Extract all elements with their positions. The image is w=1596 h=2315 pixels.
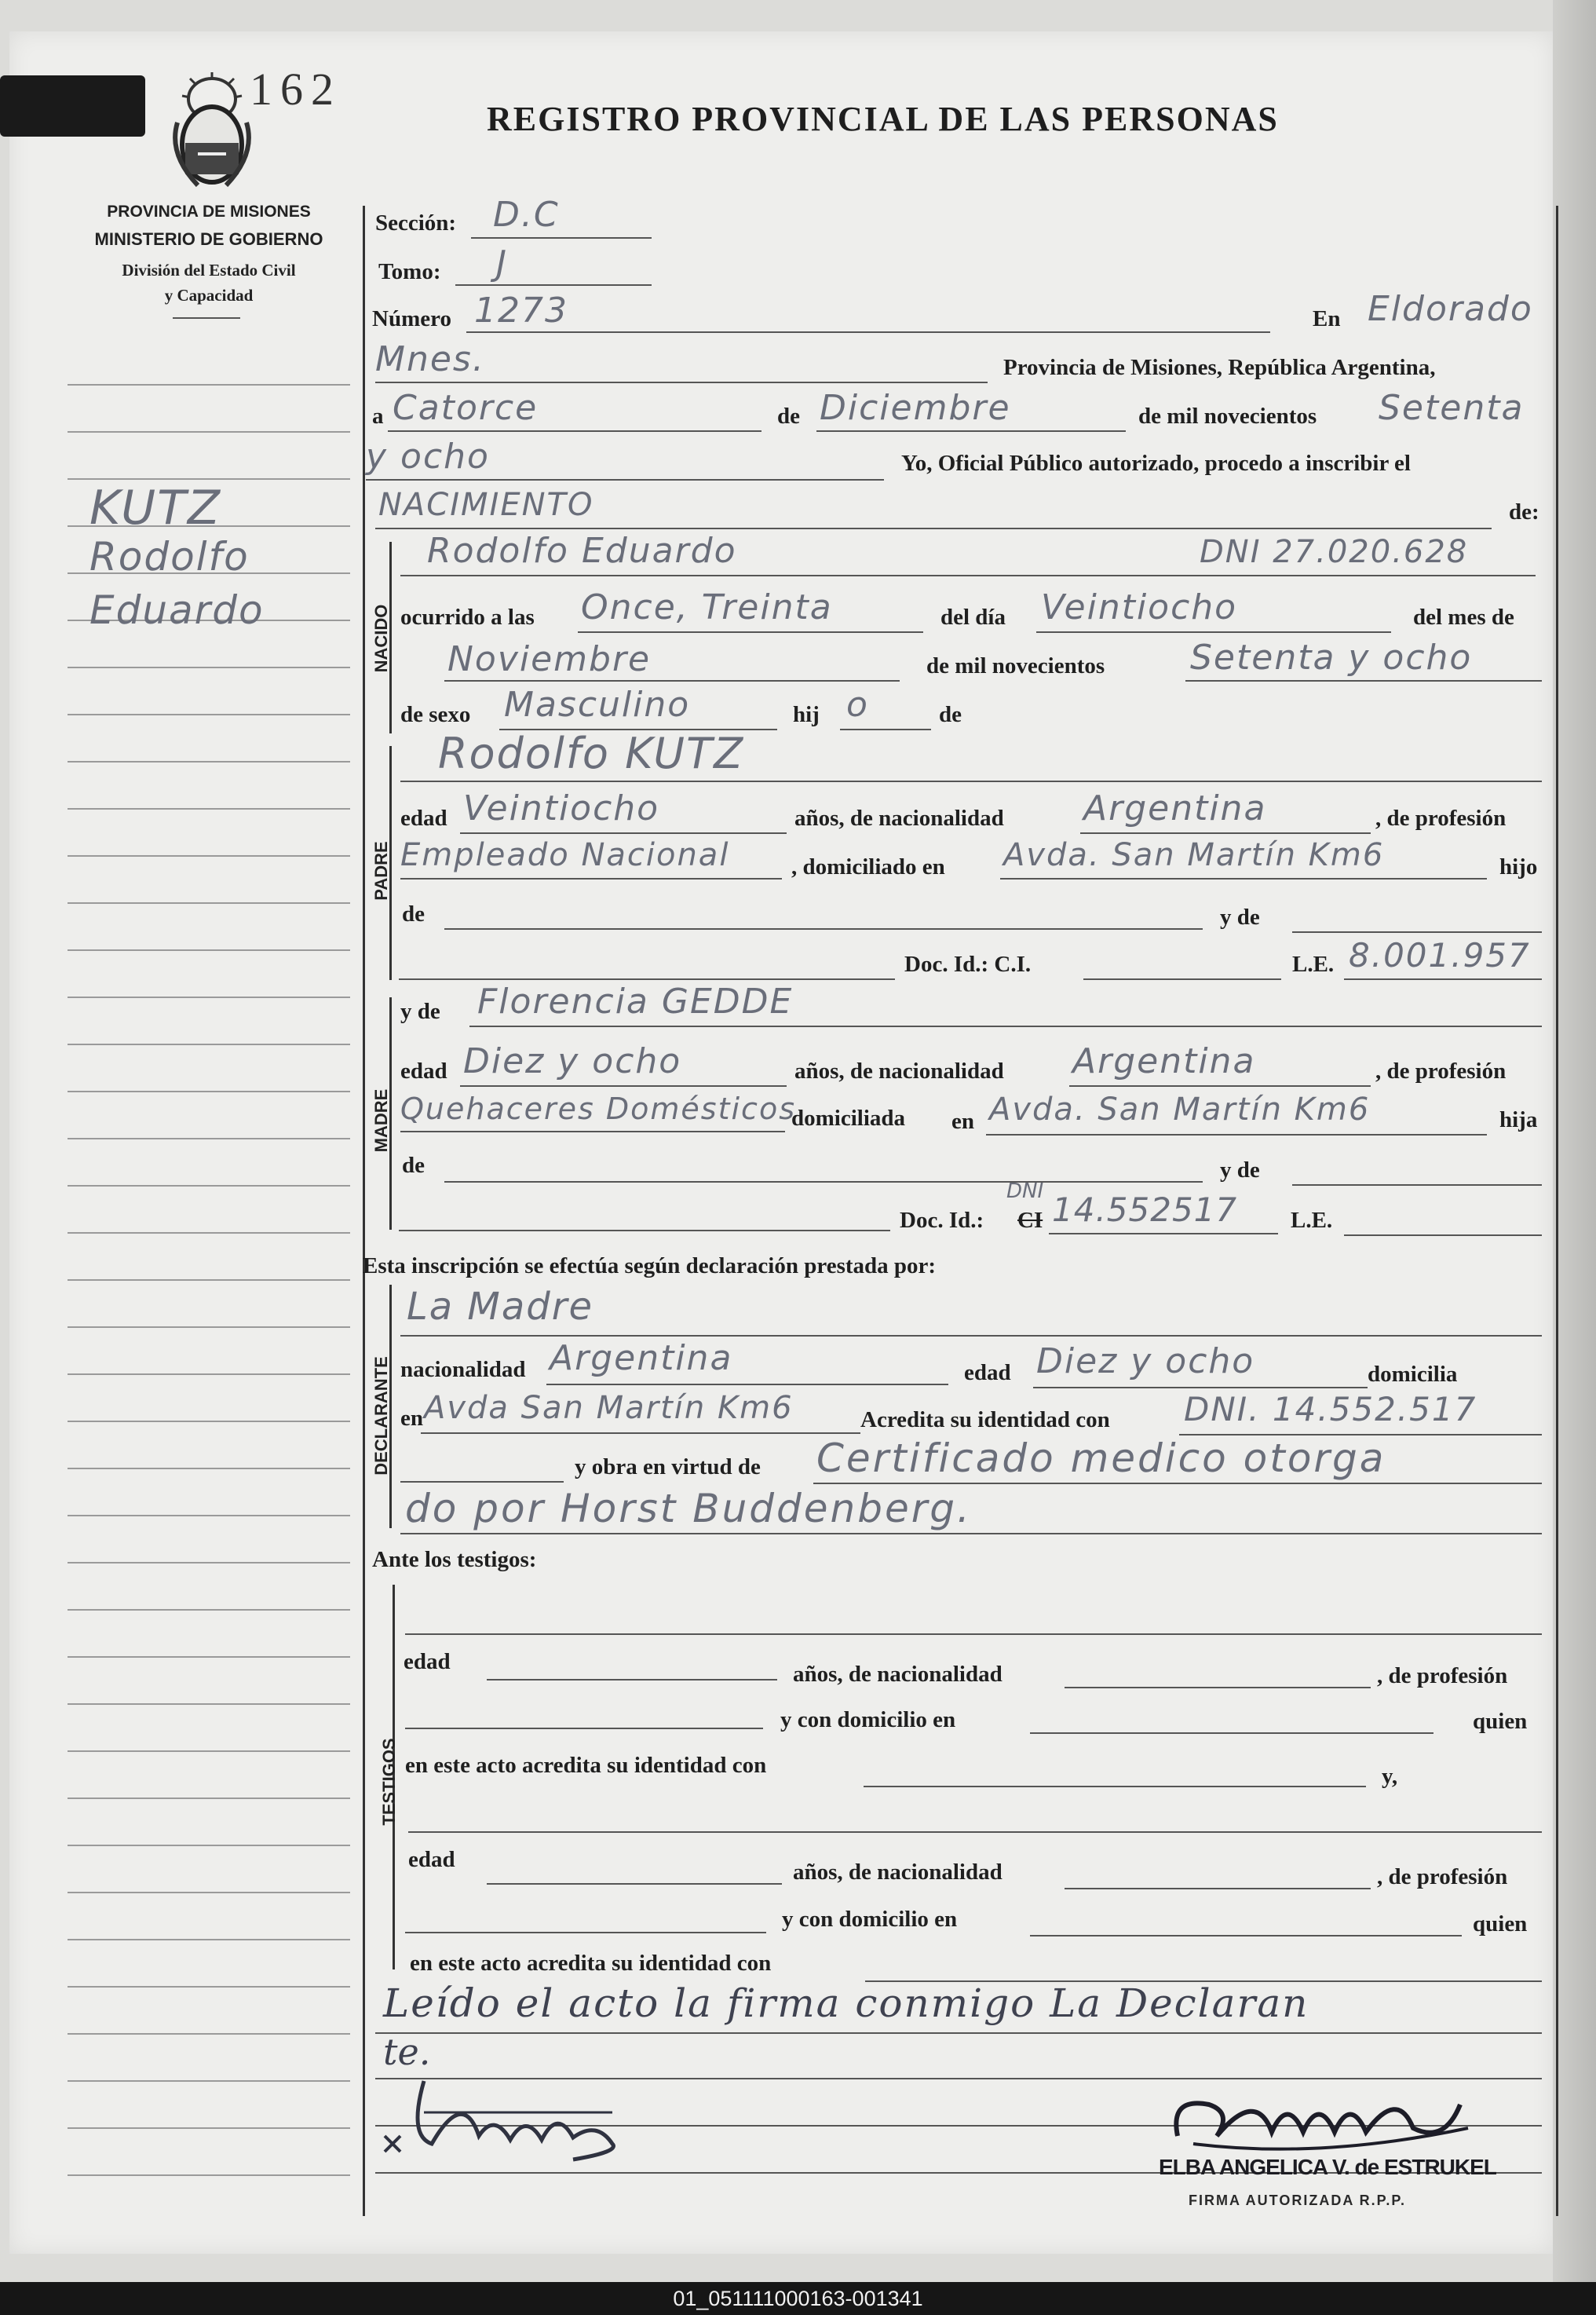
mes-value: Noviembre [447,639,652,679]
nacido-doc: DNI 27.020.628 [1200,534,1469,570]
madre-hija-label: hija [1499,1107,1538,1132]
padre-prof-line [400,878,782,880]
issuer-capacity: y Capacidad [164,286,254,305]
testigo2-quien-label: quien [1473,1911,1528,1936]
declarante-label: DECLARANTE [371,1356,391,1476]
testigo1-quien-label: quien [1473,1709,1528,1734]
madre-doc-label: Doc. Id.: [900,1208,984,1233]
official-name-stamp: ELBA ANGELICA V. de ESTRUKEL [1159,2155,1496,2179]
tomo-line [455,284,652,286]
testigo2-name-line [408,1831,1542,1833]
left-frame-line [363,206,365,2216]
testigo2-prof-label: , de profesión [1377,1864,1508,1889]
official-caption: FIRMA AUTORIZADA R.P.P. [1189,2192,1407,2208]
month-value: Diciembre [820,388,1011,428]
testigo1-name-line [405,1633,1542,1635]
padre-blank-line [399,978,895,980]
acto-value: NACIMIENTO [378,487,594,523]
sexo-label: de sexo [400,702,471,727]
padre-ci-line [1083,978,1281,980]
madre-edad-value: Diez y ocho [463,1041,682,1081]
padre-edad-line [460,832,787,834]
madre-doc-line [1049,1233,1278,1234]
del-dia-label: del día [940,605,1006,630]
hijo-label: hij [793,702,820,727]
tomo-value: J [496,243,508,283]
margin-middlename: Eduardo [89,587,265,633]
padre-name-line [400,781,1542,782]
madre-le-label: L.E. [1291,1208,1333,1233]
closing-line1: Leído el acto la firma conmigo La Declaran [383,1980,1309,2026]
hijo-line [840,729,931,730]
padre-de-line [444,928,1203,930]
oficial-text: Yo, Oficial Público autorizado, procedo a inscribir el [901,451,1411,476]
hijo-value: o [846,685,869,725]
padre-de-label: de [402,901,425,927]
padre-le-value: 8.001.957 [1349,936,1531,975]
madre-yde2-label: y de [1220,1158,1260,1183]
declarante-dom-value: Avda San Martín Km6 [424,1390,794,1426]
provincia-text: Provincia de Misiones, República Argentina, [1003,355,1436,380]
madre-de-label: de [402,1153,425,1178]
declarante-virtud-cont: do por Horst Buddenberg. [405,1486,972,1531]
padre-label: PADRE [371,841,391,901]
year-cont-line [366,479,884,481]
mil-label: de mil novecientos [1138,404,1317,429]
ocurrido-label: ocurrido a las [400,605,535,630]
declarante-name-line [400,1335,1542,1337]
issuer-ministry: MINISTERIO DE GOBIERNO [94,229,323,249]
year-value: Setenta [1379,388,1525,428]
anio-value: Setenta y ocho [1190,638,1473,678]
issuer-province: PROVINCIA DE MISIONES [107,203,311,221]
book-edge [1553,0,1596,2282]
sexo-value: Masculino [504,685,691,725]
issuer-division: División del Estado Civil [122,261,296,280]
dia-line [1036,631,1391,633]
nacido-label: NACIDO [371,604,391,673]
madre-nac-value: Argentina [1072,1041,1256,1081]
madre-edad-line [460,1085,787,1087]
issuer-underline [173,317,240,319]
declarante-edad-label: edad [964,1360,1011,1385]
declarante-acredita-label: Acredita su identidad con [860,1407,1110,1432]
del-mes-label: del mes de [1413,605,1514,630]
hora-line [578,631,923,633]
testigos-label: TESTIGOS [379,1738,399,1826]
padre-yde-line [1292,931,1542,933]
declarante-nac-label: nacionalidad [400,1357,526,1382]
madre-ci-struck: CI [1017,1208,1043,1233]
coat-of-arms-icon [166,68,257,193]
tomo-label: Tomo: [378,259,441,284]
padre-dom-label: , domiciliado en [791,854,945,880]
declarante-virtud-value: Certificado medico otorga [816,1435,1386,1481]
madre-label: MADRE [371,1088,391,1153]
mes-line [444,680,900,682]
ink-stamp-mark [0,75,145,137]
padre-edad-value: Veintiocho [463,788,660,828]
hora-value: Once, Treinta [581,587,833,627]
testigo1-acredita-line [864,1786,1366,1787]
year-cont-value: y ocho [366,437,490,477]
dia-value: Veintiocho [1041,587,1238,627]
madre-prof-value: Quehaceres Domésticos [400,1092,796,1126]
anio-line [1185,680,1542,682]
madre-dom-line [986,1134,1487,1136]
padre-dom-value: Avda. San Martín Km6 [1003,837,1385,873]
testigo2-prof-line [405,1932,766,1933]
testigo1-y-label: y, [1382,1764,1398,1789]
seccion-line [471,237,652,239]
numero-line [466,331,1270,333]
testigo1-prof-line [405,1728,763,1729]
madre-dom-label: domiciliada [791,1106,906,1131]
madre-doc-value: 14.552517 [1052,1190,1238,1229]
declarante-nac-value: Argentina [550,1338,733,1378]
acto-line [375,528,1492,529]
day-line [388,430,761,432]
padre-prof-value: Empleado Nacional [400,837,730,873]
declarante-nac-line [546,1384,948,1385]
declarante-acredita-value: DNI. 14.552.517 [1184,1390,1477,1428]
madre-yde2-line [1292,1184,1542,1186]
padre-le-label: L.E. [1292,952,1335,977]
padre-prof-label: , de profesión [1375,806,1507,831]
testigo2-edad-label: edad [408,1847,455,1872]
nacido-name-line [400,575,1536,576]
padre-nac-line [1080,832,1371,834]
padre-nac-label: años, de nacionalidad [794,806,1004,831]
madre-prof-label: , de profesión [1375,1059,1507,1084]
testigo2-dom-label: y con domicilio en [782,1907,958,1932]
declarante-dom-line [421,1432,860,1434]
declarante-en-label: en [400,1406,423,1431]
declarante-virtud-cont-line [400,1533,1542,1534]
declarante-edad-value: Diez y ocho [1036,1341,1255,1381]
padre-doc-label: Doc. Id.: C.I. [904,952,1032,977]
day-value: Catorce [393,388,539,428]
padre-hijo-label: hijo [1499,854,1538,880]
testigo1-nac-label: años, de nacionalidad [793,1662,1003,1687]
scan-identifier: 01_051111000163-001341 [0,2282,1596,2315]
place-value: Mnes. [375,339,485,379]
padre-nac-value: Argentina [1083,788,1267,828]
madre-dom-value: Avda. San Martín Km6 [989,1092,1371,1128]
nacido-name: Rodolfo Eduardo [427,531,737,571]
testigo2-edad-line [487,1883,782,1885]
nacido-de-label: de [939,702,962,727]
margin-firstname: Rodolfo [89,534,250,580]
madre-dni-above: DNI [1006,1179,1044,1203]
madre-de-line [444,1181,1203,1183]
declarante-virtud-label: y obra en virtud de [575,1454,761,1479]
declaracion-intro: Esta inscripción se efectúa según declaración prestada por: [363,1253,937,1278]
testigo2-nac-line [1065,1888,1371,1889]
closing-line2: te. [383,2031,431,2073]
padre-dom-line [1000,878,1487,880]
testigo2-nac-label: años, de nacionalidad [793,1860,1003,1885]
official-signature-icon [1162,2073,1476,2160]
testigo1-dom-line [1030,1732,1433,1734]
testigo2-acredita-label: en este acto acredita su identidad con [410,1951,772,1976]
padre-edad-label: edad [400,806,447,831]
numero-value: 1273 [474,291,568,331]
testigo1-acredita-label: en este acto acredita su identidad con [405,1753,767,1778]
testigo1-edad-line [487,1679,777,1680]
place-line [375,382,988,383]
document-title: REGISTRO PROVINCIAL DE LAS PERSONAS [487,100,1279,138]
de-label: de [777,404,800,429]
a-label: a [372,404,384,429]
madre-nac-line [1069,1085,1371,1087]
testigo1-nac-line [1065,1687,1371,1688]
right-frame-line [1556,206,1558,2216]
madre-yde-label: y de [400,999,440,1024]
seccion-value: D.C [493,195,560,235]
madre-edad-label: edad [400,1059,447,1084]
en-value: Eldorado [1368,289,1533,329]
de-colon: de: [1509,499,1539,525]
madre-blank-line [399,1230,890,1231]
madre-le-line [1344,1234,1542,1236]
testigo1-prof-label: , de profesión [1377,1663,1508,1688]
seccion-label: Sección: [375,210,457,236]
numero-label: Número [372,306,451,331]
declarante-name: La Madre [407,1285,593,1329]
declarante-virtud-line [813,1483,1542,1484]
closing-line1-rule [375,2032,1542,2034]
padre-name: Rodolfo KUTZ [438,729,745,778]
testigo1-edad-label: edad [404,1649,451,1674]
declarante-edad-line [1033,1387,1368,1388]
padre-yde-label: y de [1220,905,1260,930]
margin-surname: KUTZ [89,481,221,536]
madre-name-line [469,1026,1542,1027]
month-line [816,430,1126,432]
declarante-dom-label: domicilia [1368,1362,1458,1387]
nacido-mil-label: de mil novecientos [926,653,1105,678]
testigo1-dom-label: y con domicilio en [780,1707,956,1732]
madre-nac-label: años, de nacionalidad [794,1059,1004,1084]
en-label: En [1313,306,1341,331]
madre-name: Florencia GEDDE [477,982,794,1022]
madre-en-label: en [951,1109,974,1134]
testigos-intro: Ante los testigos: [372,1547,537,1572]
declarante-blank-line [400,1481,564,1483]
register-number: 162 [250,64,341,115]
testigo2-dom-line [1030,1935,1462,1936]
padre-le-line [1344,978,1542,980]
madre-prof-line [400,1131,785,1132]
declarant-signature-icon [377,2065,636,2167]
